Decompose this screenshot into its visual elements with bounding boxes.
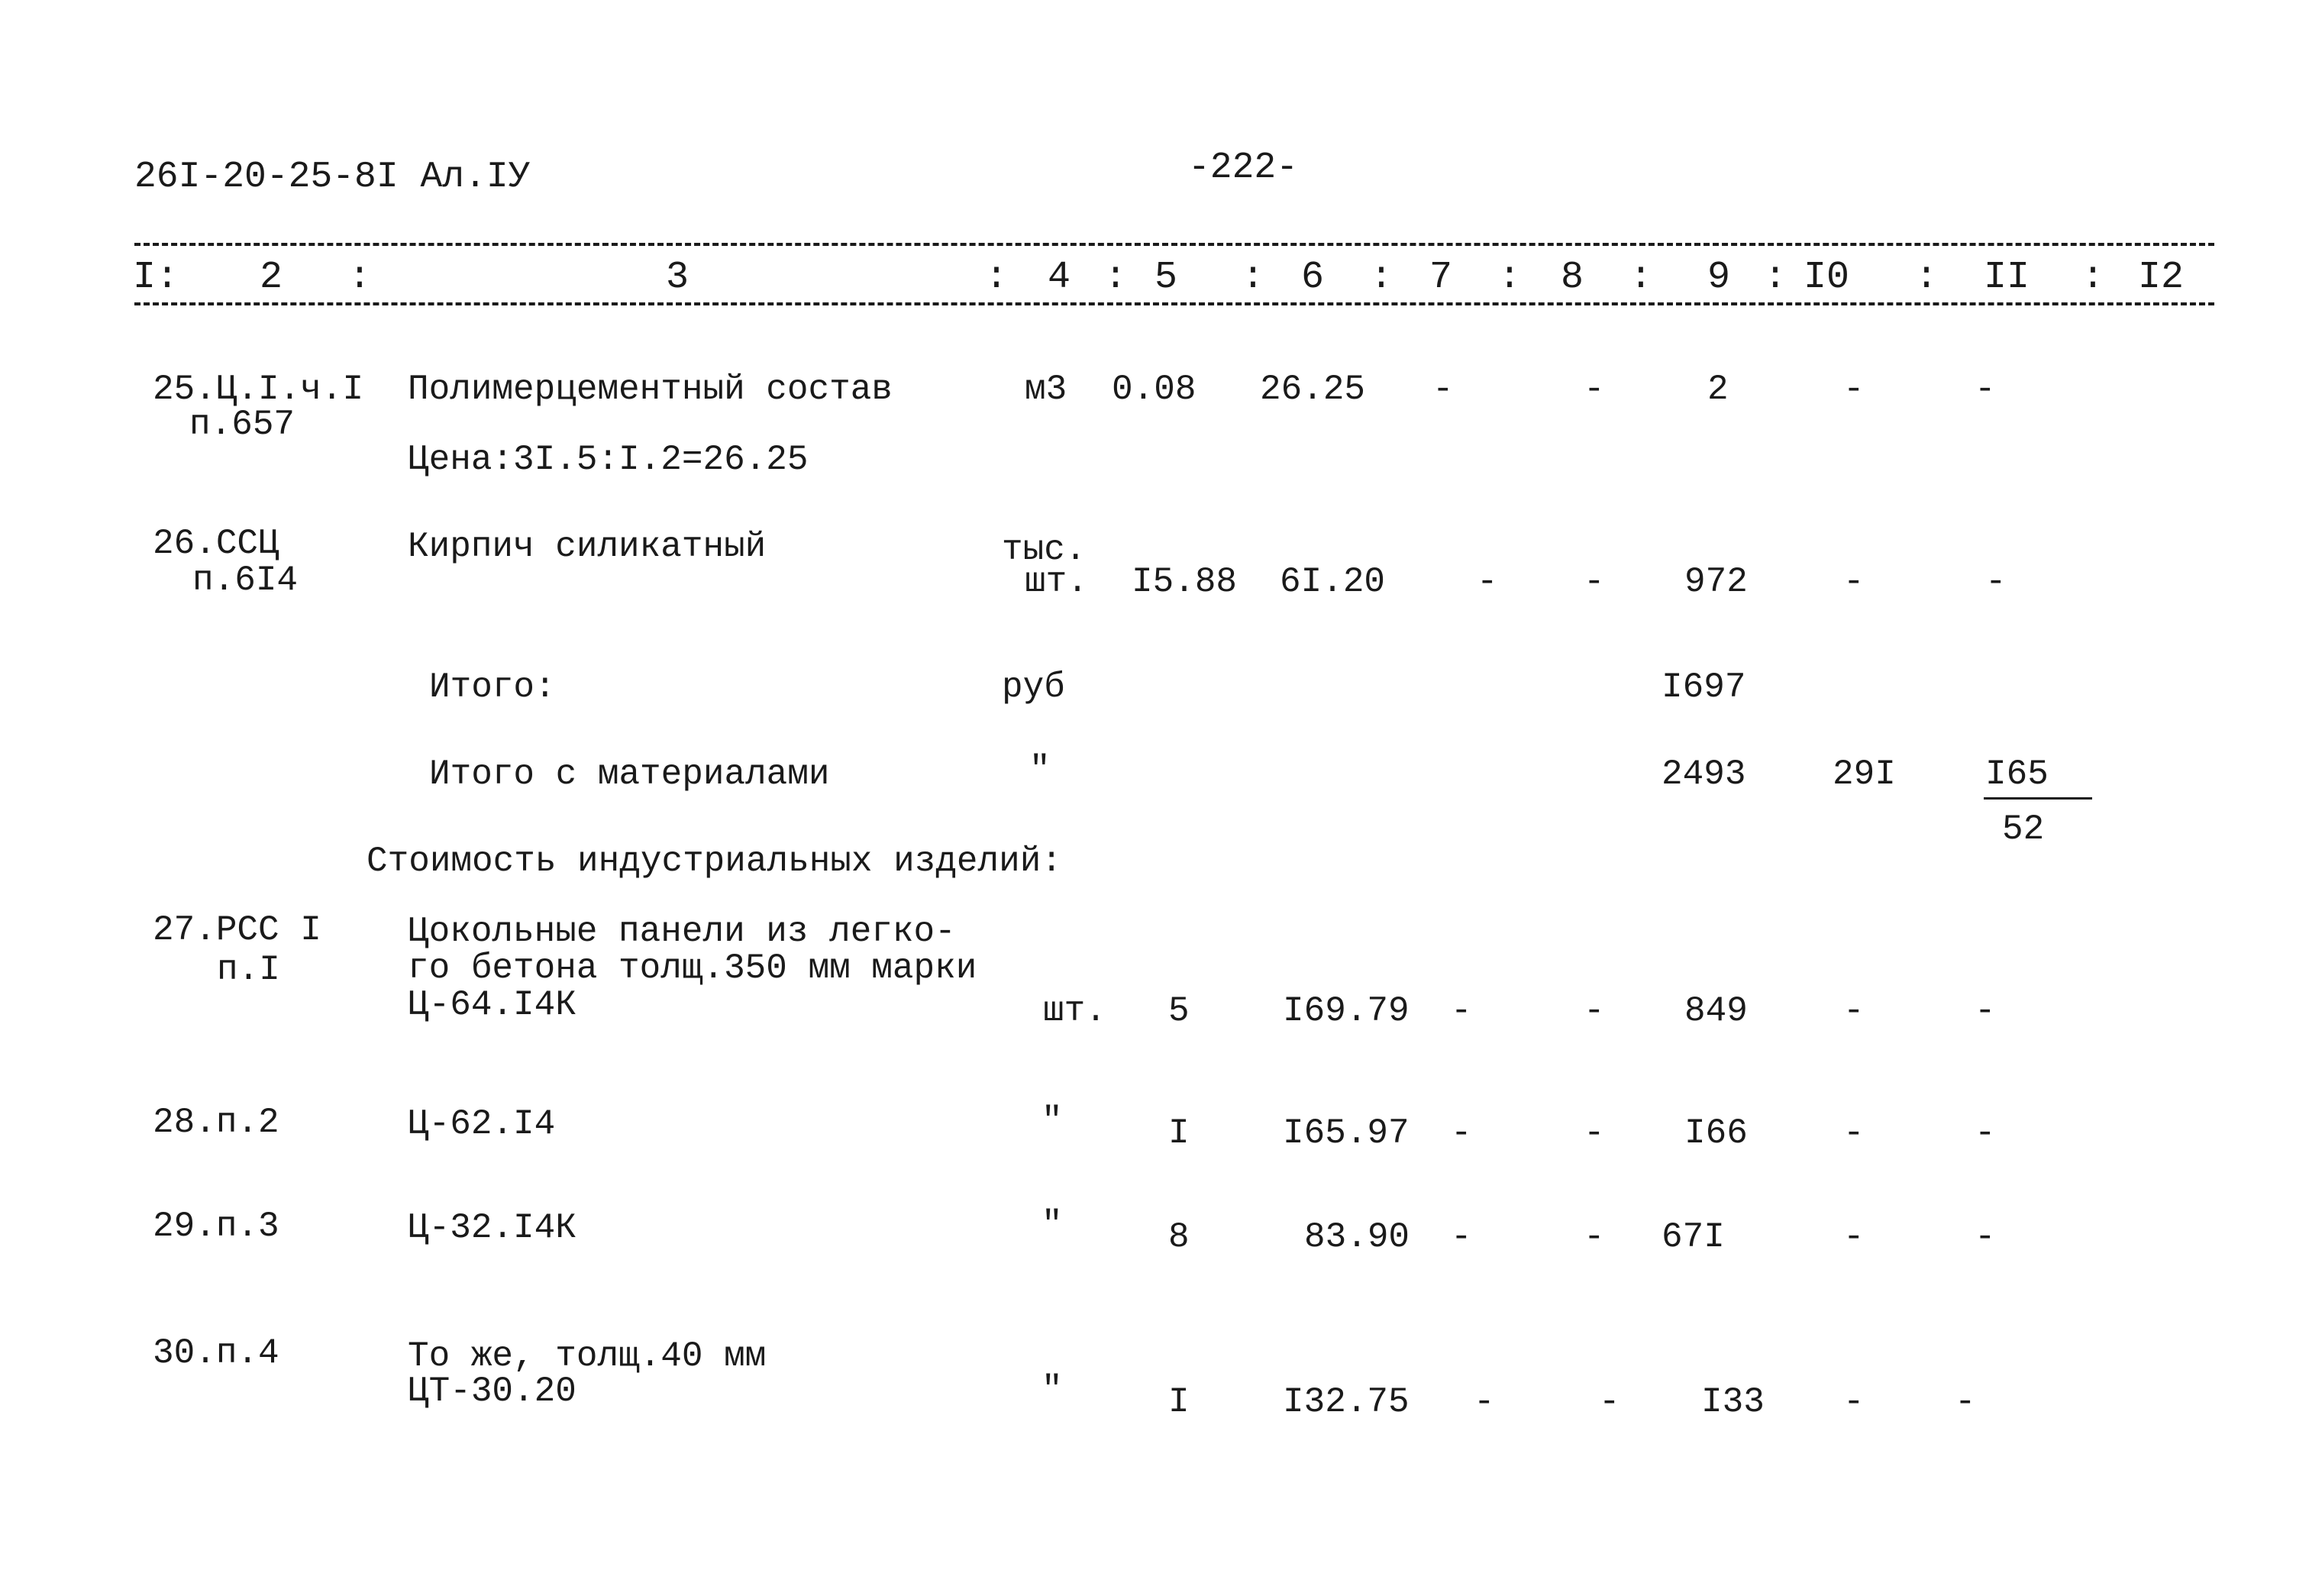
- row-unit: ": [1041, 1101, 1063, 1141]
- ruler-sep: :: [1498, 256, 1522, 299]
- row-name: Полимерцементный состав: [408, 370, 893, 409]
- row-unit: тыс.: [1002, 530, 1087, 570]
- row-code-ref: п.I: [217, 950, 280, 990]
- total-materials-col10: 29I: [1833, 754, 1896, 794]
- row-code: 27.РСС I: [153, 910, 321, 950]
- row-col7: -: [1477, 562, 1498, 602]
- total-materials-col9: 2493: [1662, 754, 1746, 794]
- row-code: 28.п.2: [153, 1103, 279, 1142]
- total-materials-col11-top: I65: [1985, 754, 2049, 794]
- row-name: Ц-62.I4: [408, 1104, 556, 1144]
- row-col7: -: [1432, 370, 1454, 409]
- total-unit: руб: [1002, 667, 1065, 707]
- row-name-line3: Ц-64.I4К: [408, 985, 576, 1025]
- row-unit: шт.: [1043, 991, 1106, 1031]
- row-col8: -: [1584, 1113, 1605, 1153]
- row-quantity: I5.88: [1132, 562, 1238, 602]
- row-col11: -: [1975, 1113, 1996, 1153]
- row-name-line2: го бетона толщ.350 мм марки: [408, 948, 977, 988]
- total-materials-label: Итого с материалами: [429, 754, 830, 794]
- row-col10: -: [1843, 991, 1865, 1031]
- document-code: 26I-20-25-8I Ал.IУ: [134, 157, 531, 198]
- ruler-col-4: 4: [1048, 256, 1071, 299]
- row-col9: 67I: [1662, 1217, 1725, 1257]
- ruler-sep: :: [985, 256, 1009, 299]
- fraction-line: [1984, 797, 2092, 800]
- row-col9: 849: [1684, 991, 1748, 1031]
- ruler-col-7: 7: [1429, 256, 1453, 299]
- row-name-line2: ЦТ-30.20: [408, 1371, 576, 1411]
- row-code-ref: п.6I4: [192, 561, 299, 600]
- row-unit-line2: шт.: [1025, 562, 1088, 602]
- row-price: 26.25: [1260, 370, 1366, 409]
- row-col10: -: [1843, 562, 1865, 602]
- row-col9: 972: [1684, 562, 1748, 602]
- row-name: Кирпич силикатный: [408, 527, 767, 567]
- row-col7: -: [1451, 991, 1472, 1031]
- row-col10: -: [1843, 1217, 1865, 1257]
- total-materials-col11-bottom: 52: [2002, 809, 2045, 849]
- row-price: 6I.20: [1280, 562, 1386, 602]
- row-col10: -: [1843, 1382, 1865, 1422]
- ruler-bottom-rule: [134, 302, 2214, 305]
- row-col10: -: [1843, 370, 1865, 409]
- row-name: То же, толщ.40 мм: [408, 1336, 767, 1376]
- row-code: 30.п.4: [153, 1333, 279, 1373]
- ruler-sep: :: [1629, 256, 1653, 299]
- ruler-sep: :: [1915, 256, 1939, 299]
- ruler-sep: :: [2081, 256, 2105, 299]
- row-col8: -: [1584, 562, 1605, 602]
- row-col11: -: [1975, 1217, 1996, 1257]
- row-quantity: I: [1168, 1382, 1190, 1422]
- row-price: I65.97: [1283, 1113, 1410, 1153]
- ruler-col-3: 3: [666, 256, 689, 299]
- ruler-col-1: I:: [133, 256, 179, 299]
- row-price: I32.75: [1283, 1382, 1410, 1422]
- row-col11: -: [1975, 370, 1996, 409]
- row-col9: I66: [1684, 1113, 1748, 1153]
- ruler-col-6: 6: [1301, 256, 1325, 299]
- row-unit: м3: [1025, 370, 1067, 409]
- ruler-sep: :: [1104, 256, 1128, 299]
- ruler-sep: :: [348, 256, 372, 299]
- row-col11: -: [1985, 562, 2007, 602]
- ruler-col-2: 2: [260, 256, 283, 299]
- ruler-col-8: 8: [1561, 256, 1584, 299]
- ruler-col-11: II: [1984, 256, 2030, 299]
- row-unit: ": [1041, 1205, 1063, 1245]
- row-code: 25.Ц.I.ч.I: [153, 370, 364, 409]
- ruler-sep: :: [1764, 256, 1787, 299]
- total-materials-unit: ": [1029, 750, 1051, 790]
- row-price: I69.79: [1283, 991, 1410, 1031]
- row-col8: -: [1599, 1382, 1620, 1422]
- row-col10: -: [1843, 1113, 1865, 1153]
- row-name: Ц-32.I4К: [408, 1208, 576, 1248]
- total-col9: I697: [1662, 667, 1746, 707]
- total-label: Итого:: [429, 667, 556, 707]
- ruler-col-10: I0: [1804, 256, 1850, 299]
- ruler-sep: :: [1242, 256, 1265, 299]
- row-name: Цокольные панели из легко-: [408, 912, 956, 951]
- row-col11: -: [1955, 1382, 1976, 1422]
- row-code-ref: п.657: [189, 405, 295, 444]
- section-heading: Стоимость индустриальных изделий:: [367, 842, 1062, 881]
- row-col9: I33: [1701, 1382, 1765, 1422]
- row-col7: -: [1451, 1217, 1472, 1257]
- row-code: 29.п.3: [153, 1207, 279, 1246]
- row-quantity: I: [1168, 1113, 1190, 1153]
- row-col7: -: [1474, 1382, 1495, 1422]
- row-col8: -: [1584, 370, 1605, 409]
- row-quantity: 8: [1168, 1217, 1190, 1257]
- page-number: -222-: [1188, 147, 1299, 189]
- row-col7: -: [1451, 1113, 1472, 1153]
- row-unit: ": [1041, 1370, 1063, 1410]
- ruler-col-9: 9: [1707, 256, 1731, 299]
- row-col8: -: [1584, 991, 1605, 1031]
- row-quantity: 0.08: [1112, 370, 1196, 409]
- ruler-col-5: 5: [1154, 256, 1178, 299]
- row-col11: -: [1975, 991, 1996, 1031]
- row-price-note: Цена:3I.5:I.2=26.25: [408, 440, 809, 480]
- ruler-sep: :: [1370, 256, 1393, 299]
- ruler-col-12: I2: [2138, 256, 2185, 299]
- row-code: 26.ССЦ: [153, 524, 279, 564]
- ruler-top-rule: [134, 243, 2214, 246]
- row-col9: 2: [1707, 370, 1729, 409]
- row-quantity: 5: [1168, 991, 1190, 1031]
- row-price: 83.90: [1304, 1217, 1410, 1257]
- row-col8: -: [1584, 1217, 1605, 1257]
